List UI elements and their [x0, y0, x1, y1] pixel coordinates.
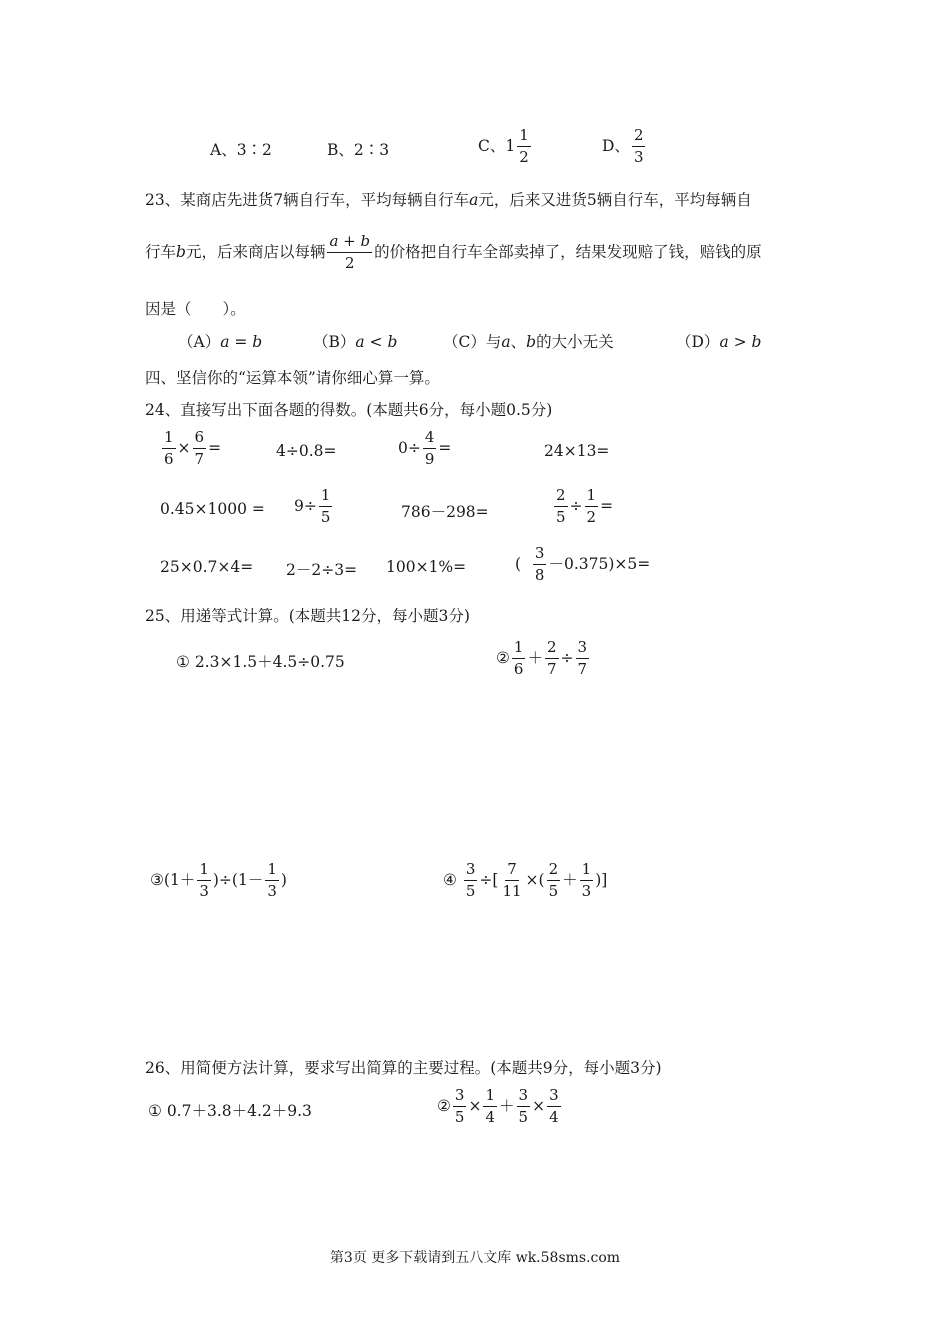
- q24-r1c4: 24×13=: [544, 442, 610, 460]
- q24-r1c2: 4÷0.8=: [276, 442, 337, 460]
- page-footer: 第3页 更多下载请到五八文库 wk.58sms.com: [329, 1250, 621, 1266]
- q24-r1c3: 0÷ $\frac{4}{9}$ =: [398, 428, 452, 468]
- q24-r3c2: 2－2÷3=: [286, 561, 358, 579]
- q24-r3c1: 25×0.7×4=: [160, 558, 254, 576]
- q24-r3c4: ( $\frac{3}{8}$ －0.375)×5=: [515, 544, 651, 584]
- q24-r2c2: 9÷ $\frac{1}{5}$: [294, 486, 331, 526]
- q23-option-a: （A）a = b: [178, 333, 263, 351]
- q26-problem-1: ① 0.7＋3.8＋4.2＋9.3: [148, 1102, 312, 1120]
- q23-option-b: （B）a < b: [313, 333, 398, 351]
- q25-problem-1: ① 2.3×1.5＋4.5÷0.75: [176, 653, 345, 671]
- q24-r1c1: $\frac{1}{6}$ × $\frac{6}{7}$ =: [164, 428, 222, 468]
- section-4-title: 四、坚信你的“运算本领”请你细心算一算。: [145, 369, 440, 387]
- q26-problem-2: ② $\frac{3}{5}$ × $\frac{1}{4}$ ＋ $\frac{3}{5}$ × $\frac{3}{4}$: [437, 1086, 559, 1126]
- q22-option-b: B、2∶3: [327, 141, 390, 159]
- q25-title: 25、用递等式计算。(本题共12分，每小题3分): [145, 607, 470, 625]
- q22-option-a: A、3∶2: [210, 141, 272, 159]
- q26-title: 26、用简便方法计算，要求写出简算的主要过程。(本题共9分，每小题3分): [145, 1059, 662, 1077]
- q23-option-c: （C）与a、b的大小无关: [443, 333, 614, 351]
- q24-r2c3: 786－298=: [401, 503, 489, 521]
- q24-title: 24、直接写出下面各题的得数。(本题共6分，每小题0.5分): [145, 401, 553, 419]
- q23-line-1: 23、某商店先进货7辆自行车，平均每辆自行车a元，后来又进货5辆自行车，平均每辆自: [145, 191, 752, 209]
- q23-option-d: （D）a > b: [676, 333, 762, 351]
- q25-problem-2: ② $\frac{1}{6}$ ＋ $\frac{2}{7}$ ÷ $\frac{3}{7}$: [496, 638, 588, 678]
- q23-line-3: 因是（ ）。: [145, 300, 246, 318]
- q22-option-d: D、 $\frac{2}{3}$: [602, 126, 644, 166]
- q24-r3c3: 100×1%=: [386, 558, 467, 576]
- q24-r2c1: 0.45×1000 =: [160, 500, 265, 518]
- q23-line-2: 行车b元，后来商店以每辆 $\frac{a + b}{2}$ 的价格把自行车全部卖掉了，结果发现赔了钱，赔钱的原: [145, 232, 762, 272]
- q25-problem-3: ③(1＋ $\frac{1}{3}$ )÷(1－ $\frac{1}{3}$ ): [150, 860, 287, 900]
- q25-problem-4: ④ $\frac{3}{5}$ ÷[ $\frac{7}{11}$ ×( $\frac{2}{5}$ ＋ $\frac{1}{3}$ )]: [443, 860, 608, 900]
- q22-option-c: C、1 $\frac{1}{2}$: [478, 126, 529, 166]
- q24-r2c4: $\frac{2}{5}$ ÷ $\frac{1}{2}$ =: [556, 486, 614, 526]
